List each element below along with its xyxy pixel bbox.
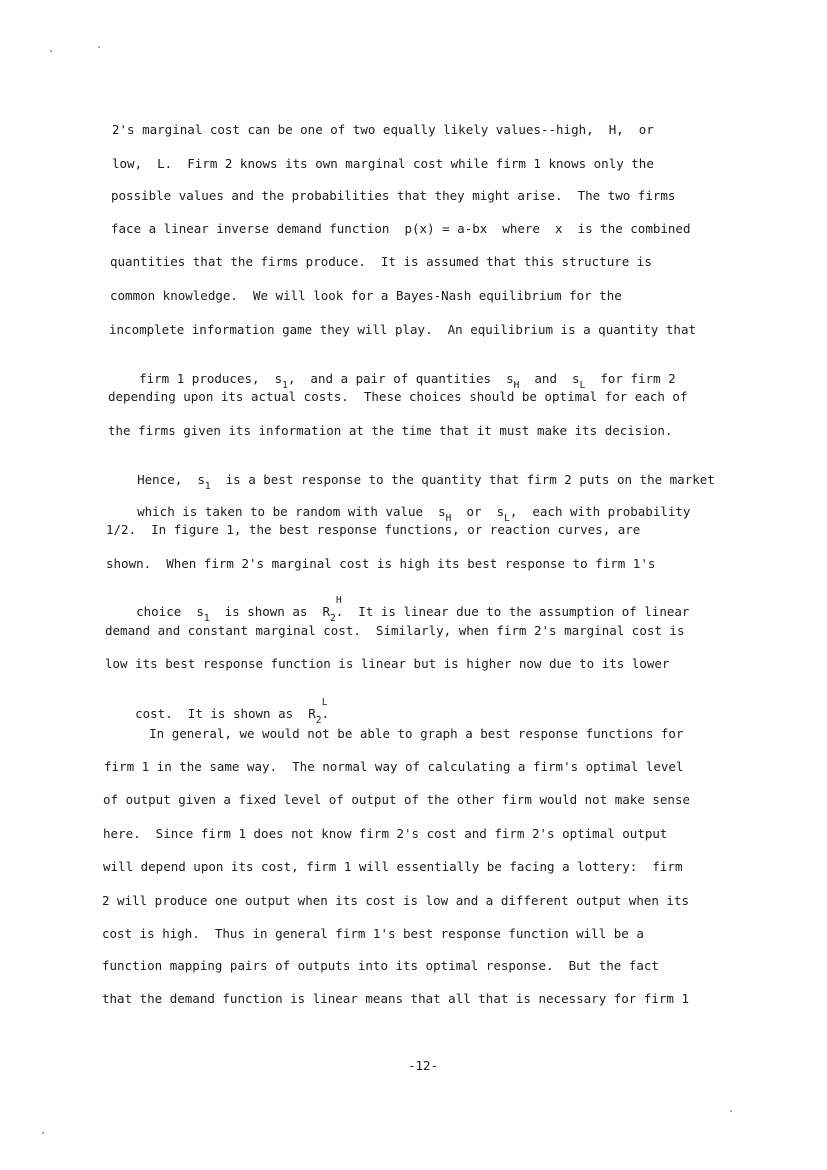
text-line: face a linear inverse demand function p(x) = a-bx where x is the combined xyxy=(111,221,691,236)
text-line: shown. When firm 2's marginal cost is high its best response to firm 1's xyxy=(106,556,656,571)
text-line: demand and constant marginal cost. Similarly, when firm 2's marginal cost is xyxy=(105,623,685,638)
text-line: low its best response function is linear but is higher now due to its lower xyxy=(105,656,670,671)
text-line: which is taken to be random with value $s_H$ or $s_L$, each with probability xyxy=(137,504,691,524)
math-superscript: H $_2$ xyxy=(330,595,342,624)
text-line: firm 1 in the same way. The normal way of calculating a firm's optimal level xyxy=(104,759,684,774)
text-line: depending upon its actual costs. These choices should be optimal for each of xyxy=(108,389,688,404)
text-line: will depend upon its cost, firm 1 will essentially be facing a lottery: firm xyxy=(103,859,683,874)
text-line: function mapping pairs of outputs into its optimal response. But the fact xyxy=(102,958,659,973)
math-superscript: L $_2$ xyxy=(315,697,328,726)
scan-speck xyxy=(730,1110,732,1112)
text-line: incomplete information game they will play. An equilibrium is a quantity that xyxy=(109,322,696,337)
text-line: 2's marginal cost can be one of two equally likely values--high, H, or xyxy=(112,122,654,137)
text-line: that the demand function is linear means that all that is necessary for firm 1 xyxy=(102,991,689,1006)
text-line: quantities that the firms produce. It is assumed that this structure is xyxy=(110,254,652,269)
text-line: cost is high. Thus in general firm 1's best response function will be a xyxy=(102,926,644,941)
scan-speck xyxy=(50,50,52,52)
scan-speck xyxy=(98,46,100,48)
text-line: possible values and the probabilities that they might arise. The two firms xyxy=(111,188,676,203)
text-line: 1/2. In figure 1, the best response functions, or reaction curves, are xyxy=(106,522,641,537)
text-line: low, L. Firm 2 knows its own marginal cost while firm 1 knows only the xyxy=(112,156,654,171)
page-number: -12- xyxy=(408,1058,439,1073)
text-line: common knowledge. We will look for a Bayes-Nash equilibrium for the xyxy=(110,288,622,303)
text-line: choice $s_1$ is shown as R H $_2$. It is linear due to the assumption of linear xyxy=(136,595,690,624)
text-line: In general, we would not be able to graph a best response functions for xyxy=(104,726,684,741)
text-line: the firms given its information at the time that it must make its decision. xyxy=(108,423,673,438)
text-line: here. Since firm 1 does not know firm 2's cost and firm 2's optimal output xyxy=(103,826,668,841)
text-line: Hence, $s_1$ is a best response to the quantity that firm 2 puts on the market xyxy=(137,472,715,492)
text-line: cost. It is shown as R L $_2$. xyxy=(135,697,329,726)
text-line: firm 1 produces, $s_1$, and a pair of quantities $s_H$ and $s_L$ for firm 2 xyxy=(139,371,676,391)
text-line: 2 will produce one output when its cost is low and a different output when its xyxy=(102,893,689,908)
scan-speck xyxy=(42,1132,44,1134)
text-line: of output given a fixed level of output of the other firm would not make sense xyxy=(103,792,690,807)
